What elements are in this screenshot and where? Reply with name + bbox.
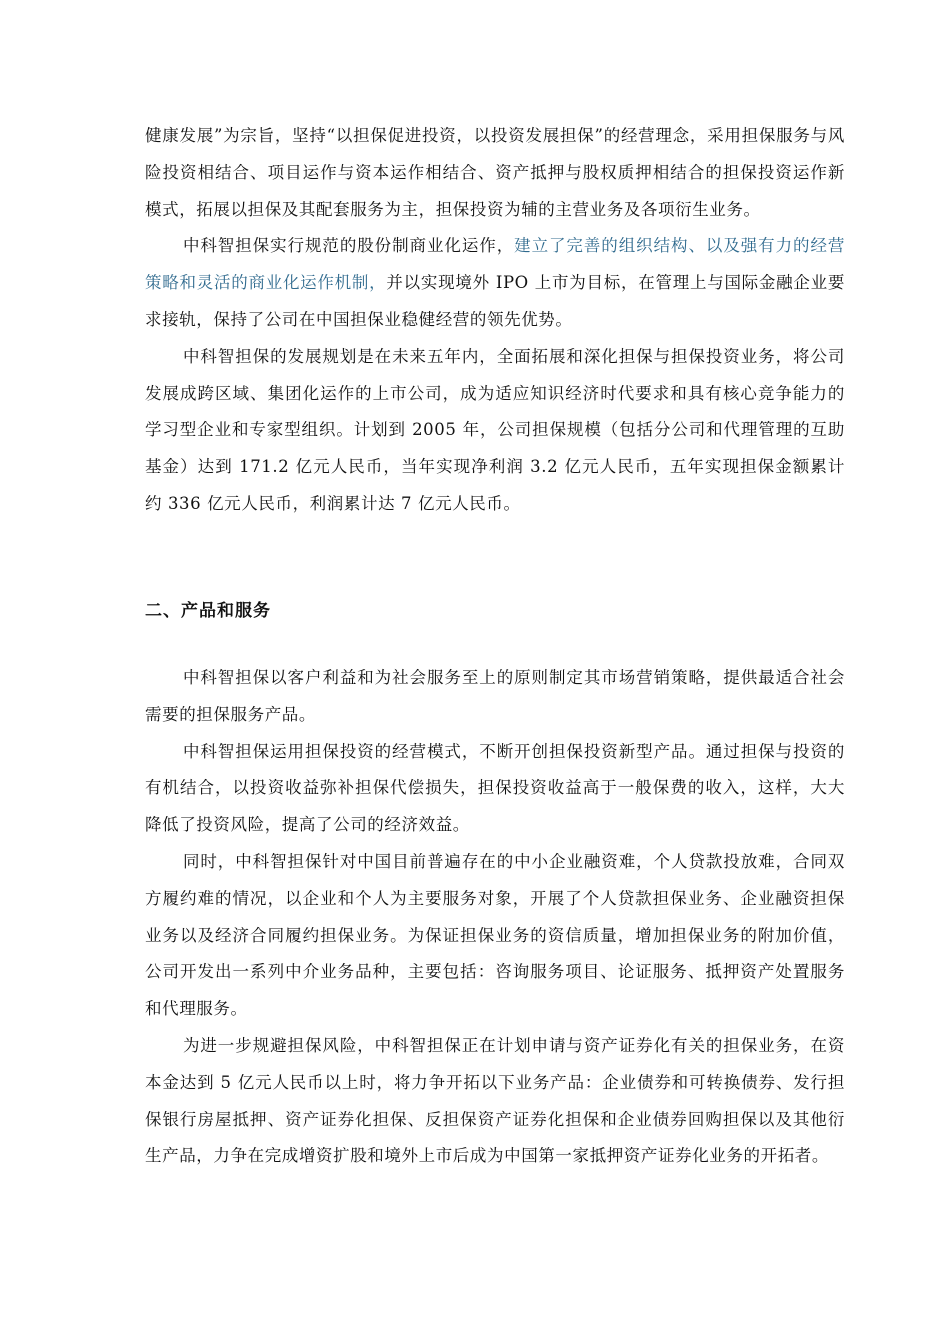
paragraph-mission: 健康发展”为宗旨，坚持“以担保促进投资，以投资发展担保”的经营理念，采用担保服务与风险投资相结合、项目运作与资本运作相结合、资产抵押与股权质押相结合的担保投资运作新模式，拓展以担保及其配套服务为主，担保投资为辅的主营业务及各项衍生业务。	[145, 126, 845, 219]
paragraph-operation-text-a: 中科智担保实行规范的股份制商业化运作，	[182, 236, 515, 256]
paragraph-services: 同时，中科智担保针对中国目前普遍存在的中小企业融资难，个人贷款投放难，合同双方履约难的情况，以企业和个人为主要服务对象，开展了个人贷款担保业务、企业融资担保业务以及经济合同履约担保业务。为保证担保业务的资信质量，增加担保业务的附加价值，公司开发出一系列中介业务品种，主要包括：咨询服务项目、论证服务、抵押资产处置服务和代理服务。	[145, 851, 845, 1019]
highlighted-link-text[interactable]: 建立了完善的组织结构、以及强有力的经营策略和灵活的商业化运作机制，	[145, 236, 846, 293]
section-1-body	[145, 118, 845, 523]
section-2-body	[145, 660, 845, 1175]
paragraph-marketing: 中科智担保以客户利益和为社会服务至上的原则制定其市场营销策略，提供最适合社会需要的担保服务产品。	[145, 668, 845, 724]
paragraph-operation	[145, 228, 845, 338]
paragraph-investment-model: 中科智担保运用担保投资的经营模式，不断开创担保投资新型产品。通过担保与投资的有机结合，以投资收益弥补担保代偿损失，担保投资收益高于一般保费的收入，这样，大大降低了投资风险，提高了公司的经济效益。	[145, 741, 845, 835]
paragraph-securitization: 为进一步规避担保风险，中科智担保正在计划申请与资产证券化有关的担保业务，在资本金达到 5 亿元人民币以上时，将力争开拓以下业务产品：企业债券和可转换债券、发行担保银行房屋抵押、资产证券化担保、反担保资产证券化担保和企业债券回购担保以及其他衍生产品，力争在完成增资扩股和境外上市后成为中国第一家抵押资产证券化业务的开拓者。	[145, 1035, 845, 1166]
paragraph-operation-text-b: 并以实现境外 IPO 上市为目标，在管理上与国际金融企业要求接轨，保持了公司在中国担保业稳健经营的领先优势。	[145, 273, 845, 329]
section-heading-products: 二、产品和服务	[145, 601, 271, 621]
paragraph-development-plan: 中科智担保的发展规划是在未来五年内，全面拓展和深化担保与担保投资业务，将公司发展成跨区域、集团化运作的上市公司，成为适应知识经济时代要求和具有核心竞争能力的学习型企业和专家型组织。计划到 2005 年，公司担保规模（包括分公司和代理管理的互助基金）达到 171.2 亿元人民币，当年实现净利润 3.2 亿元人民币，五年实现担保金额累计约 336 亿元人民币，利润累计达 7 亿元人民币。	[145, 346, 845, 513]
